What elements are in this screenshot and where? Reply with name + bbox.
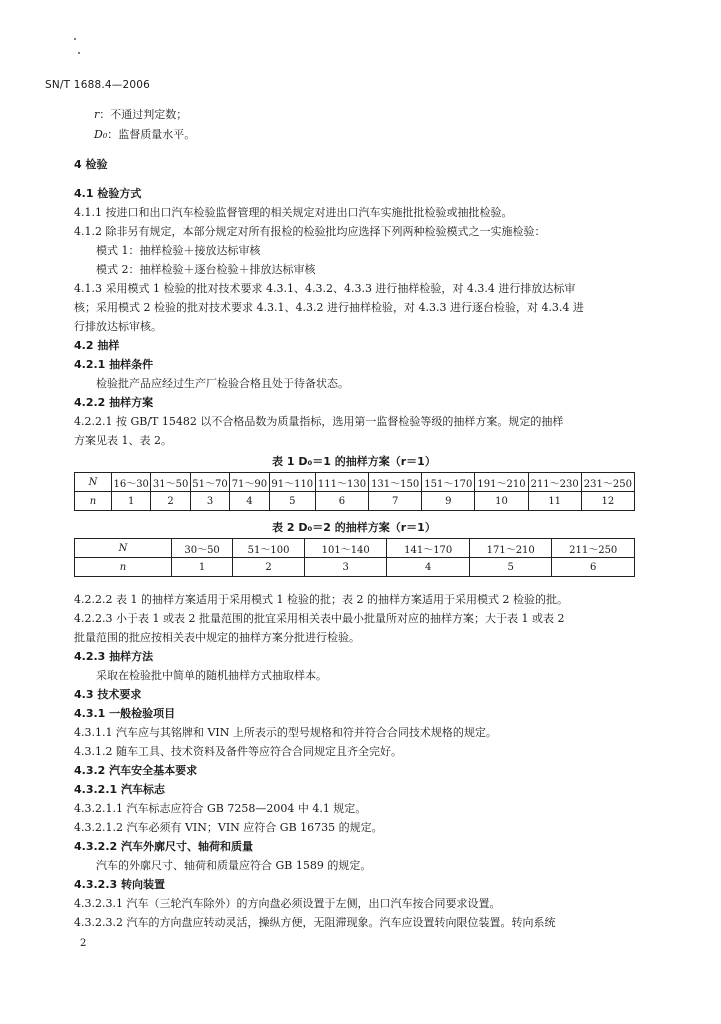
table-2-row-N [75,539,635,558]
table-1-cell: 5 [269,492,315,511]
table-1-cell: 3 [190,492,229,511]
clause-4-2-2-1-line1: 4.2.2.1 按 GB/T 15482 以不合格品数为质量指标，选用第一监督检验等级的抽样方案。规定的抽样 [74,415,564,428]
table-2-cell: 211～250 [552,539,635,558]
clause-4-1-2: 4.1.2 除非另有规定，本部分规定对所有报检的检验批均应选择下列两种检验模式之一实施检验： [74,225,546,238]
table-1-cell: 91～110 [269,473,315,492]
table-1-caption: 表 1 D₀＝1 的抽样方案（r＝1） [272,455,436,468]
definition-text: ：监督质量水平。 [107,128,196,141]
table-2-cell: 2 [233,558,305,577]
definition-text: ：不通过判定数； [99,108,188,121]
table-2-cell: 4 [387,558,470,577]
clause-4-1-3-line3: 行排放达标审核。 [74,320,162,333]
table-1-cell: 2 [151,492,190,511]
clause-4-1-1: 4.1.1 按进口和出口汽车检验监督管理的相关规定对进出口汽车实施批批检验或抽批检验。 [74,206,513,219]
table-1-cell: 16～30 [112,473,151,492]
mode-2-text: 模式 2：抽样检验＋逐台检验＋排放达标审核 [96,263,316,276]
table-1-cell: 231～250 [581,473,634,492]
table-2-cell: 5 [469,558,552,577]
table-1-label-N: N [75,473,112,492]
table-1-cell: 10 [475,492,528,511]
clause-4-3-1-2: 4.3.1.2 随车工具、技术资料及备件等应符合合同规定且齐全完好。 [74,745,402,758]
definition-symbol: D₀ [94,128,108,141]
table-1-cell: 111～130 [315,473,368,492]
section-4-2-3-heading: 4.2.3 抽样方法 [74,650,154,663]
section-4-3-2-1-heading: 4.3.2.1 汽车标志 [74,783,165,796]
table-1-cell: 51～70 [190,473,229,492]
clause-4-1-3-line2: 核；采用模式 2 检验的批对技术要求 4.3.1、4.3.2 进行抽样检验，对 4.3.3 进行逐台检验，对 4.3.4 进 [74,301,584,314]
table-1-cell: 12 [581,492,634,511]
table-2-label-n: n [75,558,172,577]
section-4-3-2-2-heading: 4.3.2.2 汽车外廓尺寸、轴荷和质量 [74,840,253,853]
clause-4-2-2-2: 4.2.2.2 表 1 的抽样方案适用于采用模式 1 检验的批；表 2 的抽样方案适用于采用模式 2 检验的批。 [74,593,568,606]
table-1-cell: 7 [369,492,422,511]
table-2-cell: 51～100 [233,539,305,558]
table-1-cell: 11 [528,492,581,511]
section-4-2-2-heading: 4.2.2 抽样方案 [74,396,154,409]
table-1-cell: 6 [315,492,368,511]
table-2-cell: 101～140 [304,539,387,558]
section-4-heading: 4 检验 [74,158,108,171]
section-4-2-heading: 4.2 抽样 [74,339,120,352]
standard-code-header: SN/T 1688.4—2006 [45,79,150,91]
definition-d0 [94,128,195,142]
page-number: 2 [80,938,87,949]
table-2-cell: 171～210 [469,539,552,558]
table-2-cell: 6 [552,558,635,577]
table-1-row-N [75,473,635,492]
section-4-1-heading: 4.1 检验方式 [74,187,142,200]
table-1-cell: 1 [112,492,151,511]
table-1-row-n [75,492,635,511]
clause-4-3-1-1: 4.3.1.1 汽车应与其铭牌和 VIN 上所表示的型号规格和符并符合合同技术规格的规定。 [74,726,497,739]
table-1-label-n: n [75,492,112,511]
scan-speck [78,52,80,54]
clause-4-3-2-3-1: 4.3.2.3.1 汽车（三轮汽车除外）的方向盘必须设置于左侧，出口汽车按合同要求设置。 [74,897,501,910]
section-4-2-1-heading: 4.2.1 抽样条件 [74,358,154,371]
clause-4-1-3-line1: 4.1.3 采用模式 1 检验的批对技术要求 4.3.1、4.3.2、4.3.3 进行抽样检验，对 4.3.4 进行排放达标审 [74,282,576,295]
table-2-caption: 表 2 D₀＝2 的抽样方案（r＝1） [272,521,436,534]
definition-symbol: r [94,108,100,121]
clause-4-2-1-text: 检验批产品应经过生产厂检验合格且处于待备状态。 [96,377,349,390]
clause-4-2-3-text: 采取在检验批中简单的随机抽样方式抽取样本。 [96,669,327,682]
clause-4-2-2-3-line1: 4.2.2.3 小于表 1 或表 2 批量范围的批宜采用相关表中最小批量所对应的抽样方案；大于表 1 或表 2 [74,612,565,625]
section-4-3-1-heading: 4.3.1 一般检验项目 [74,707,176,720]
clause-4-3-2-2-text: 汽车的外廓尺寸、轴荷和质量应符合 GB 1589 的规定。 [96,859,372,872]
clause-4-3-2-3-2: 4.3.2.3.2 汽车的方向盘应转动灵活，操纵方便，无阻滞现象。汽车应设置转向限位装置。转向系统 [74,916,556,929]
definition-r [94,108,187,122]
section-4-3-2-heading: 4.3.2 汽车安全基本要求 [74,764,198,777]
table-1-cell: 151～170 [422,473,475,492]
table-1-cell: 31～50 [151,473,190,492]
table-2-cell: 1 [172,558,233,577]
section-4-3-heading: 4.3 技术要求 [74,688,142,701]
clause-4-3-2-1-2: 4.3.2.1.2 汽车必须有 VIN；VIN 应符合 GB 16735 的规定。 [74,821,383,834]
clause-4-3-2-1-1: 4.3.2.1.1 汽车标志应符合 GB 7258—2004 中 4.1 规定。 [74,802,367,815]
table-2-row-n [75,558,635,577]
table-2-cell: 3 [304,558,387,577]
clause-4-2-2-3-line2: 批量范围的批应按相关表中规定的抽样方案分批进行检验。 [74,631,360,644]
mode-1-text: 模式 1：抽样检验＋接放达标审核 [96,244,261,257]
table-1 [74,472,635,511]
table-1-cell: 131～150 [369,473,422,492]
table-1-cell: 4 [230,492,269,511]
table-2-label-N: N [75,539,172,558]
table-1-cell: 211～230 [528,473,581,492]
table-1-cell: 9 [422,492,475,511]
table-1-cell: 71～90 [230,473,269,492]
clause-4-2-2-1-line2: 方案见表 1、表 2。 [74,434,172,447]
table-2 [74,538,635,577]
table-2-cell: 30～50 [172,539,233,558]
section-4-3-2-3-heading: 4.3.2.3 转向装置 [74,878,165,891]
scan-speck [74,38,76,40]
table-1-cell: 191～210 [475,473,528,492]
table-2-cell: 141～170 [387,539,470,558]
